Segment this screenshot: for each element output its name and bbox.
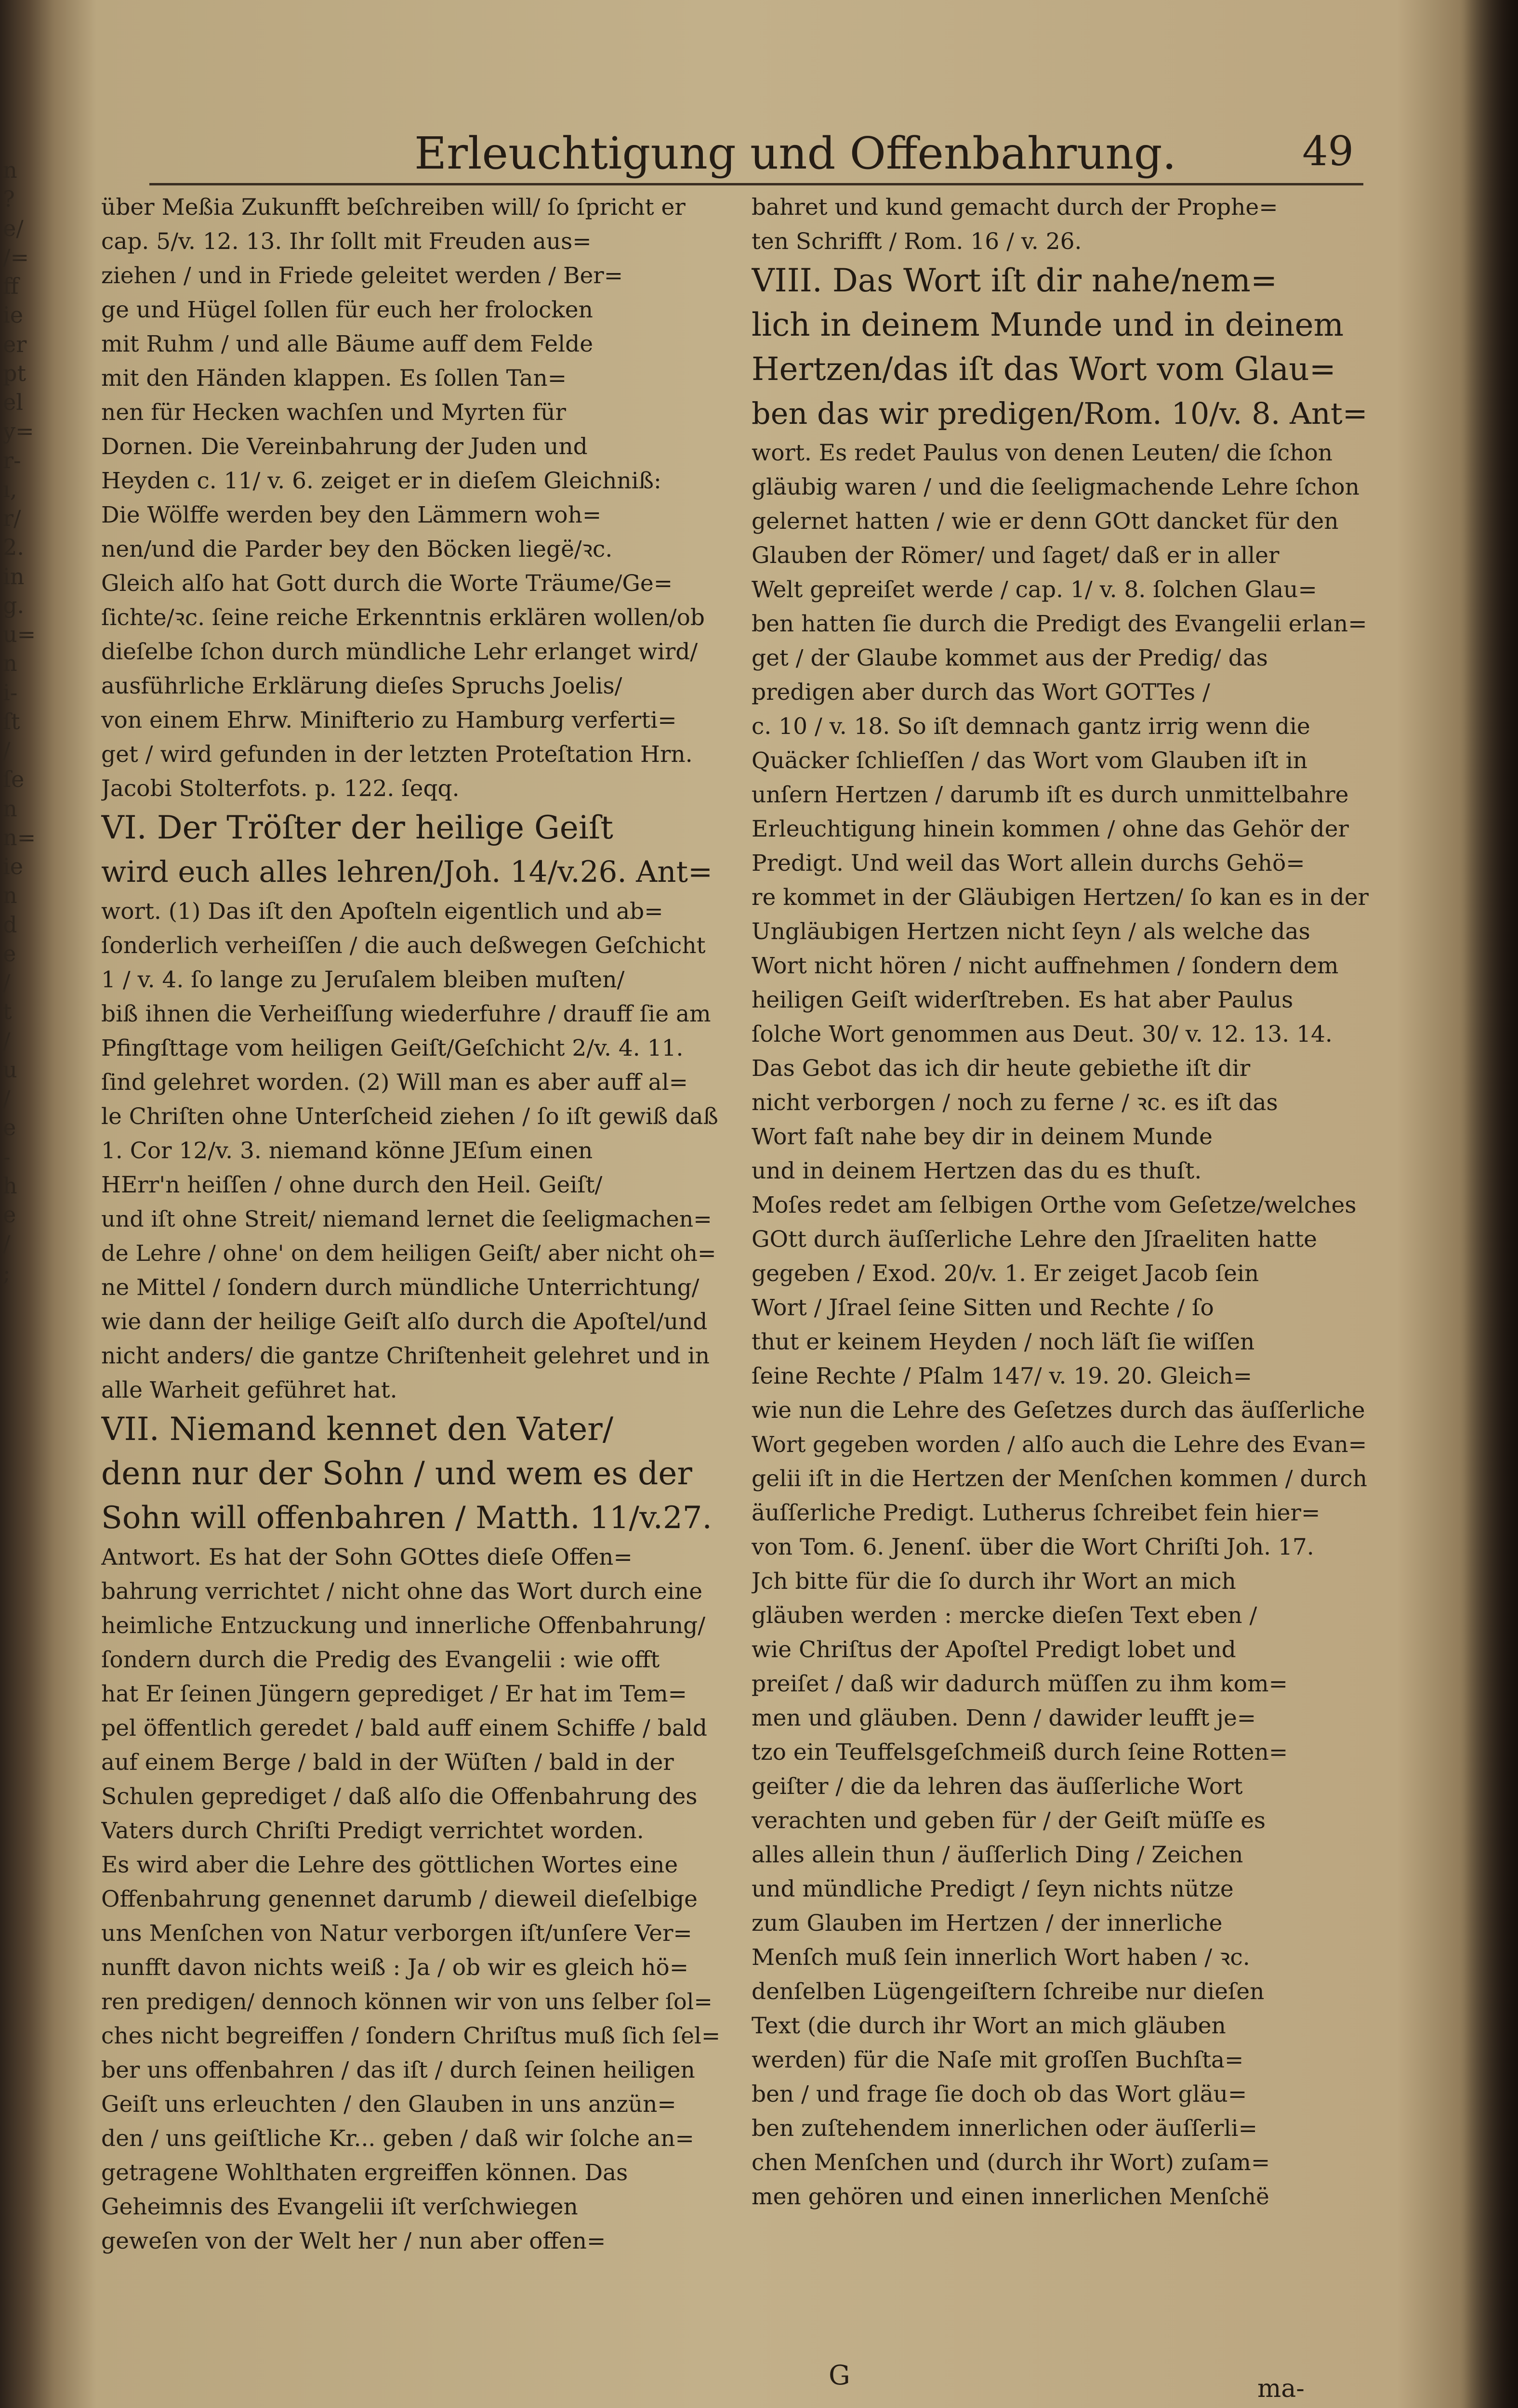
- previous-page-fragment: u=: [3, 621, 36, 648]
- text-line: Quäcker ſchlieſſen / das Wort vom Glauben iſt in: [752, 747, 1308, 774]
- text-line: gläuben werden : mercke dieſen Text eben /: [752, 1602, 1257, 1629]
- text-line: nen für Hecken wachſen und Myrten für: [101, 399, 567, 426]
- text-line: 1. Cor 12/v. 3. niemand könne JEſum einen: [101, 1138, 593, 1164]
- previous-page-fragment: ;: [3, 1259, 11, 1286]
- text-line: ge und Hügel ſollen für euch her frolocken: [101, 297, 593, 323]
- text-line: alle Warheit geführet hat.: [101, 1377, 397, 1403]
- text-line: heiligen Geiſt widerſtreben. Es hat aber Paulus: [752, 987, 1294, 1013]
- text-line: ne Mittel / ſondern durch mündliche Unterrichtung/: [101, 1274, 700, 1301]
- text-line: de Lehre / ohne' on dem heiligen Geiſt/ aber nicht oh=: [101, 1240, 716, 1266]
- text-line: Vaters durch Chriſti Predigt verrichtet worden.: [101, 1818, 644, 1844]
- text-line: nen/und die Parder bey den Böcken liegë/ꝛc.: [101, 536, 613, 563]
- text-line: chen Menſchen und (durch ihr Wort) zuſam=: [752, 2149, 1270, 2176]
- text-line: über Meßia Zukunfft beſchreiben will/ ſo ſpricht er: [101, 194, 686, 221]
- text-line: VII. Niemand kennet den Vater/: [101, 1411, 614, 1448]
- text-line: hat Er ſeinen Jüngern geprediget / Er hat im Tem=: [101, 1681, 687, 1707]
- text-line: ben / und frage ſie doch ob das Wort gläu=: [752, 2081, 1247, 2107]
- text-line: men gehören und einen innerlichen Menſchë: [752, 2184, 1269, 2210]
- text-line: Schulen geprediget / daß alſo die Offenbahrung des: [101, 1783, 698, 1810]
- previous-page-fragment: e/: [3, 215, 24, 241]
- previous-page-fragment: ?: [3, 186, 15, 212]
- text-line: ſonderlich verheiſſen / die auch deßwegen Geſchicht: [101, 932, 706, 959]
- previous-page-fragment: i-: [3, 679, 18, 706]
- previous-page-fragment: ſe: [3, 766, 25, 793]
- text-line: auf einem Berge / bald in der Wüſten / bald in der: [101, 1749, 674, 1776]
- previous-page-fragment: /=: [3, 244, 29, 270]
- text-line: mit Ruhm / und alle Bäume auff dem Felde: [101, 331, 594, 357]
- text-line: wie nun die Lehre des Geſetzes durch das äuſſerliche: [752, 1397, 1365, 1424]
- catchword: ma-: [1257, 2374, 1305, 2403]
- text-line: get / der Glaube kommet aus der Predig/ das: [752, 645, 1268, 671]
- text-line: von Tom. 6. Jenenſ. über die Wort Chriſti Joh. 17.: [752, 1534, 1314, 1560]
- text-line: denſelben Lügengeiſtern ſchreibe nur dieſen: [752, 1978, 1265, 2005]
- text-line: VIII. Das Wort iſt dir nahe/nem=: [752, 262, 1278, 299]
- previous-page-fragment: ı,: [3, 476, 17, 502]
- text-line: Moſes redet am ſelbigen Orthe vom Geſetze/welches: [752, 1192, 1357, 1218]
- text-line: gegeben / Exod. 20/v. 1. Er zeiget Jacob ſein: [752, 1260, 1259, 1287]
- text-line: verachten und geben für / der Geiſt müſſe es: [752, 1807, 1266, 1834]
- text-line: ber uns offenbahren / das iſt / durch ſeinen heiligen: [101, 2057, 695, 2083]
- previous-page-fragment: pt: [3, 360, 26, 386]
- text-line: Offenbahrung genennet darumb / dieweil dieſelbige: [101, 1886, 698, 1912]
- text-line: gelii iſt in die Hertzen der Menſchen kommen / durch: [752, 1466, 1367, 1492]
- page-edge-shadow: [1460, 0, 1518, 2408]
- text-line: wird euch alles lehren/Joh. 14/v.26. Ant=: [101, 855, 713, 889]
- text-line: tzo ein Teuffelsgeſchmeiß durch ſeine Rotten=: [752, 1739, 1288, 1766]
- text-line: uns Menſchen von Natur verborgen iſt/unſere Ver=: [101, 1920, 692, 1947]
- previous-page-fragment: d: [3, 911, 17, 938]
- page-number: 49: [1302, 128, 1354, 175]
- text-line: ſind gelehret worden. (2) Will man es aber auff al=: [101, 1069, 688, 1096]
- text-line: mit den Händen klappen. Es ſollen Tan=: [101, 365, 567, 392]
- text-line: geiſter / die da lehren das äuſſerliche Wort: [752, 1773, 1243, 1800]
- text-line: GOtt durch äuſſerliche Lehre den Jſraeliten hatte: [752, 1226, 1317, 1253]
- text-line: ſolche Wort genommen aus Deut. 30/ v. 12. 13. 14.: [752, 1021, 1333, 1047]
- text-line: unſern Hertzen / darumb iſt es durch unmittelbahre: [752, 782, 1349, 808]
- text-line: zum Glauben im Hertzen / der innerliche: [752, 1910, 1223, 1937]
- text-line: Ungläubigen Hertzen nicht ſeyn / als welche das: [752, 918, 1310, 945]
- previous-page-fragment: g.: [3, 592, 25, 618]
- previous-page-fragment: y=: [3, 418, 34, 445]
- text-line: und mündliche Predigt / ſeyn nichts nütze: [752, 1876, 1234, 1902]
- text-line: Glauben der Römer/ und ſaget/ daß er in aller: [752, 542, 1280, 569]
- running-title: Erleuchtigung und Offenbahrung.: [414, 128, 1176, 179]
- text-line: nunfft davon nichts weiß : Ja / ob wir es gleich hö=: [101, 1954, 689, 1981]
- right-column: [752, 190, 1371, 2333]
- text-line: wort. Es redet Paulus von denen Leuten/ die ſchon: [752, 440, 1333, 466]
- text-line: Jch bitte für die ſo durch ihr Wort an mich: [752, 1568, 1236, 1595]
- previous-page-fragment: u: [3, 1056, 17, 1083]
- text-line: get / wird gefunden in der letzten Proteſtation Hrn.: [101, 741, 693, 768]
- text-line: ben zuſtehendem innerlichen oder äuſſerli=: [752, 2115, 1257, 2142]
- previous-page-fragment: e: [3, 1202, 16, 1228]
- text-line: preiſet / daß wir dadurch müſſen zu ihm kom=: [752, 1671, 1288, 1697]
- text-line: 1 / v. 4. ſo lange zu Jeruſalem bleiben muſten/: [101, 967, 625, 993]
- previous-page-fragment: n=: [3, 824, 36, 851]
- text-line: thut er keinem Heyden / noch läſt ſie wiſſen: [752, 1329, 1255, 1355]
- previous-page-fragment: -: [3, 1143, 11, 1170]
- text-line: bahret und kund gemacht durch der Prophe=: [752, 194, 1278, 221]
- previous-page-fragment: r/: [3, 505, 21, 532]
- text-line: Dornen. Die Vereinbahrung der Juden und: [101, 433, 588, 460]
- text-line: bahrung verrichtet / nicht ohne das Wort durch eine: [101, 1578, 703, 1605]
- text-line: äuſſerliche Predigt. Lutherus ſchreibet fein hier=: [752, 1500, 1320, 1526]
- previous-page-fragment: r-: [3, 447, 21, 473]
- text-line: von einem Ehrw. Minifterio zu Hamburg verferti=: [101, 707, 677, 733]
- text-line: werden) für die Naſe mit groſſen Buchſta=: [752, 2047, 1244, 2073]
- text-line: pel öffentlich geredet / bald auff einem Schiffe / bald: [101, 1715, 708, 1741]
- previous-page-fragment: ie: [3, 302, 23, 328]
- text-line: denn nur der Sohn / und wem es der: [101, 1455, 692, 1492]
- text-line: cap. 5/v. 12. 13. Ihr ſollt mit Freuden aus=: [101, 228, 592, 255]
- previous-page-fragment: in: [3, 563, 25, 589]
- text-line: getragene Wohlthaten ergreiffen können. Das: [101, 2159, 628, 2186]
- header-rule: [149, 183, 1363, 185]
- previous-page-fragment: n: [3, 157, 17, 183]
- text-line: Pfingſttage vom heiligen Geiſt/Geſchicht 2/v. 4. 11.: [101, 1035, 684, 1061]
- text-line: ben das wir predigen/Rom. 10/v. 8. Ant=: [752, 396, 1368, 431]
- text-line: gläubig waren / und die ſeeligmachende Lehre ſchon: [752, 474, 1360, 500]
- text-line: Wort faſt nahe bey dir in deinem Munde: [752, 1124, 1213, 1150]
- text-line: Antwort. Es hat der Sohn GOttes dieſe Offen=: [101, 1544, 633, 1570]
- text-line: Text (die durch ihr Wort an mich gläuben: [752, 2013, 1226, 2039]
- text-line: nicht verborgen / noch zu ferne / ꝛc. es iſt das: [752, 1089, 1278, 1116]
- text-line: HErr'n heiſſen / ohne durch den Heil. Geiſt/: [101, 1172, 603, 1198]
- text-line: Wort gegeben worden / alſo auch die Lehre des Evan=: [752, 1431, 1367, 1457]
- text-line: Wort nicht hören / nicht auffnehmen / ſondern dem: [752, 953, 1339, 979]
- previous-page-fragment: ie: [3, 853, 23, 880]
- text-line: Predigt. Und weil das Wort allein durchs Gehö=: [752, 850, 1305, 877]
- text-line: ausführliche Erklärung dieſes Spruchs Joelis/: [101, 673, 622, 699]
- text-line: gelernet hatten / wie er denn GOtt dancket für den: [752, 508, 1339, 535]
- previous-page-fragment: n: [3, 795, 17, 822]
- text-line: Menſch muß ſein innerlich Wort haben / ꝛc.: [752, 1944, 1250, 1971]
- page-header: [111, 123, 1354, 179]
- text-line: c. 10 / v. 18. So iſt demnach gantz irrig wenn die: [752, 713, 1310, 740]
- text-line: alles allein thun / äuſſerlich Ding / Zeichen: [752, 1842, 1243, 1868]
- text-line: Wort / Jſrael ſeine Sitten und Rechte / ſo: [752, 1295, 1214, 1321]
- previous-page-fragment: el: [3, 389, 23, 416]
- previous-page-fragment: /: [3, 1230, 11, 1257]
- previous-page-edge: [0, 0, 53, 2408]
- text-line: heimliche Entzuckung und innerliche Offenbahrung/: [101, 1612, 706, 1639]
- text-line: lich in deinem Munde und in deinem: [752, 306, 1344, 343]
- text-line: wort. (1) Das iſt den Apoſteln eigentlich und ab=: [101, 898, 663, 925]
- text-line: Sohn will offenbahren / Matth. 11/v.27.: [101, 1500, 712, 1536]
- text-line: le Chriſten ohne Unterſcheid ziehen / ſo iſt gewiß daß: [101, 1103, 718, 1130]
- text-line: dieſelbe ſchon durch mündliche Lehr erlanget wird/: [101, 639, 698, 665]
- text-line: ben hatten ſie durch die Predigt des Evangelii erlan=: [752, 611, 1367, 637]
- signature-mark: G: [829, 2360, 850, 2391]
- text-line: Erleuchtigung hinein kommen / ohne das Gehör der: [752, 816, 1349, 842]
- text-line: ren predigen/ dennoch können wir von uns ſelber ſol=: [101, 1989, 713, 2015]
- text-line: Es wird aber die Lehre des göttlichen Wortes eine: [101, 1852, 678, 1878]
- text-line: predigen aber durch das Wort GOTTes /: [752, 679, 1210, 706]
- previous-page-fragment: 2.: [3, 534, 24, 561]
- text-line: Gleich alſo hat Gott durch die Worte Träume/Ge=: [101, 570, 673, 597]
- text-line: Hertzen/das iſt das Wort vom Glau=: [752, 351, 1336, 388]
- text-line: Jacobi Stolterfots. p. 122. ſeqq.: [101, 775, 460, 802]
- text-line: wie Chriſtus der Apoſtel Predigt lobet und: [752, 1636, 1236, 1663]
- text-line: VI. Der Tröſter der heilige Geiſt: [101, 809, 613, 846]
- text-line: ſeine Rechte / Pſalm 147/ v. 19. 20. Gleich=: [752, 1363, 1253, 1389]
- text-line: Geiſt uns erleuchten / den Glauben in uns anzün=: [101, 2091, 676, 2118]
- previous-page-fragment: /: [3, 1086, 11, 1112]
- text-line: und iſt ohne Streit/ niemand lernet die ſeeligmachen=: [101, 1206, 712, 1232]
- text-line: geweſen von der Welt her / nun aber offen=: [101, 2228, 606, 2254]
- text-line: und in deinem Hertzen das du es thuſt.: [752, 1158, 1202, 1184]
- previous-page-fragment: e: [3, 1114, 16, 1141]
- text-line: ſondern durch die Predig des Evangelii : wie offt: [101, 1647, 660, 1673]
- text-line: Die Wölffe werden bey den Lämmern woh=: [101, 502, 602, 528]
- text-line: Heyden c. 11/ v. 6. zeiget er in dieſem Gleichniß:: [101, 468, 661, 494]
- text-line: ten Schrifft / Rom. 16 / v. 26.: [752, 228, 1082, 255]
- text-line: nicht anders/ die gantze Chriſtenheit gelehret und in: [101, 1343, 710, 1369]
- left-column: [101, 190, 720, 2333]
- previous-page-fragment: h: [3, 1172, 17, 1199]
- previous-page-fragment: t: [3, 998, 12, 1025]
- text-line: wie dann der heilige Geiſt alſo durch die Apoſtel/und: [101, 1309, 708, 1335]
- previous-page-fragment: ff: [3, 273, 19, 300]
- previous-page-fragment: n: [3, 882, 17, 909]
- text-line: ziehen / und in Friede geleitet werden / Ber=: [101, 262, 623, 289]
- text-line: re kommet in der Gläubigen Hertzen/ ſo kan es in der: [752, 884, 1369, 911]
- previous-page-fragment: /: [3, 1027, 11, 1054]
- text-line: den / uns geiſtliche Kr... geben / daß wir ſolche an=: [101, 2125, 694, 2152]
- text-line: Welt gepreiſet werde / cap. 1/ v. 8. ſolchen Glau=: [752, 576, 1317, 603]
- text-line: men und gläuben. Denn / dawider leufft je=: [752, 1705, 1256, 1731]
- previous-page-fragment: /: [3, 969, 11, 996]
- previous-page-fragment: n: [3, 650, 17, 677]
- previous-page-fragment: e: [3, 940, 16, 967]
- text-line: Geheimnis des Evangelii iſt verſchwiegen: [101, 2194, 578, 2220]
- text-line: ches nicht begreiffen / ſondern Chriſtus muß ſich ſel=: [101, 2023, 720, 2049]
- previous-page-fragment: er: [3, 331, 27, 357]
- previous-page-fragment: /: [3, 737, 11, 764]
- text-line: Das Gebot das ich dir heute gebiethe iſt dir: [752, 1055, 1251, 1082]
- text-line: ſichte/ꝛc. ſeine reiche Erkenntnis erklären wollen/ob: [101, 604, 705, 631]
- previous-page-fragment: ſt: [3, 708, 20, 734]
- text-line: biß ihnen die Verheiſſung wiederfuhre / drauff ſie am: [101, 1001, 711, 1027]
